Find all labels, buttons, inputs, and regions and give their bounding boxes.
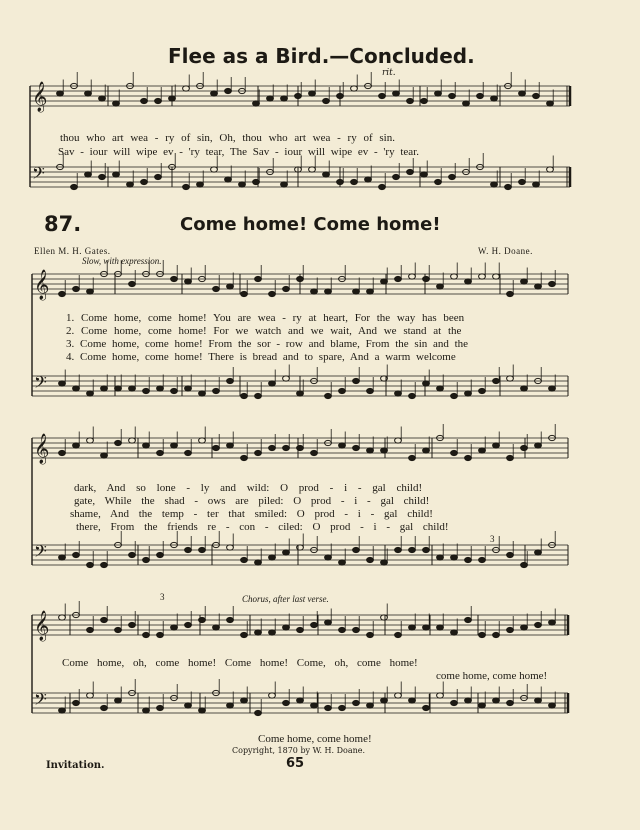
svg-text:𝄞: 𝄞 bbox=[34, 611, 50, 641]
svg-text:𝄢: 𝄢 bbox=[34, 541, 47, 565]
svg-text:𝄞: 𝄞 bbox=[34, 270, 50, 300]
topic-label: Invitation. bbox=[46, 760, 105, 771]
triplet-mark-1: 3 bbox=[490, 534, 495, 544]
svg-text:𝄞: 𝄞 bbox=[34, 434, 50, 464]
tempo-mark: rit. bbox=[382, 68, 396, 78]
copyright: Copyright, 1870 by W. H. Doane. bbox=[232, 746, 366, 755]
system1-verse4: 4. Come home, come home! There is bread and to spare, And a warm welcome bbox=[66, 351, 456, 363]
page-number: 65 bbox=[286, 756, 305, 771]
expression-mark: Slow, with expression. bbox=[82, 256, 162, 266]
triplet-mark-2: 3 bbox=[160, 592, 165, 602]
chorus-line1: Come home, oh, come home! Come home! Come, oh, come home! bbox=[62, 657, 418, 669]
lyricist: Ellen M. H. Gates. bbox=[34, 246, 111, 256]
page-title: Flee as a Bird.—Concluded. bbox=[168, 44, 475, 68]
chorus-line2: come home, come home! bbox=[436, 670, 548, 682]
system1-verse2: 2. Come home, come home! For we watch and we wait, And we stand at the bbox=[66, 325, 462, 337]
system2-verse3: shame, And the temp - ter that smiled: O prod - i - gal child! bbox=[70, 508, 433, 520]
composer: W. H. Doane. bbox=[478, 246, 533, 256]
svg-text:𝄞: 𝄞 bbox=[32, 82, 48, 112]
chorus-bass-lyrics: Come home, come home! bbox=[258, 733, 372, 745]
system2-verse2: gate, While the shad - ows are piled: O prod - i - gal child! bbox=[74, 495, 430, 507]
chorus-label: Chorus, after last verse. bbox=[242, 594, 329, 604]
hymn-number: 87. bbox=[44, 212, 82, 236]
system1-verse1: 1. Come home, come home! You are wea - ry at heart, For the way has been bbox=[66, 312, 465, 324]
system1-verse3: 3. Come home, come home! From the sor - row and blame, From the sin and the bbox=[66, 338, 469, 350]
system2-verse4: there, From the friends re - con - ciled: O prod - i - gal child! bbox=[76, 521, 449, 533]
system2-verse1: dark, And so lone - ly and wild: O prod - i - gal child! bbox=[74, 482, 423, 494]
svg-text:𝄢: 𝄢 bbox=[32, 163, 45, 187]
svg-text:𝄢: 𝄢 bbox=[34, 689, 47, 713]
hymn-title: Come home! Come home! bbox=[180, 214, 441, 235]
concluded-lyrics-verse1: thou who art wea - ry of sin, Oh, thou who art wea - ry of sin. bbox=[60, 132, 395, 144]
concluded-lyrics-verse2: Sav - iour will wipe ev - 'ry tear, The Sav - iour will wipe ev - 'ry tear. bbox=[58, 146, 419, 158]
svg-text:𝄢: 𝄢 bbox=[34, 372, 47, 396]
